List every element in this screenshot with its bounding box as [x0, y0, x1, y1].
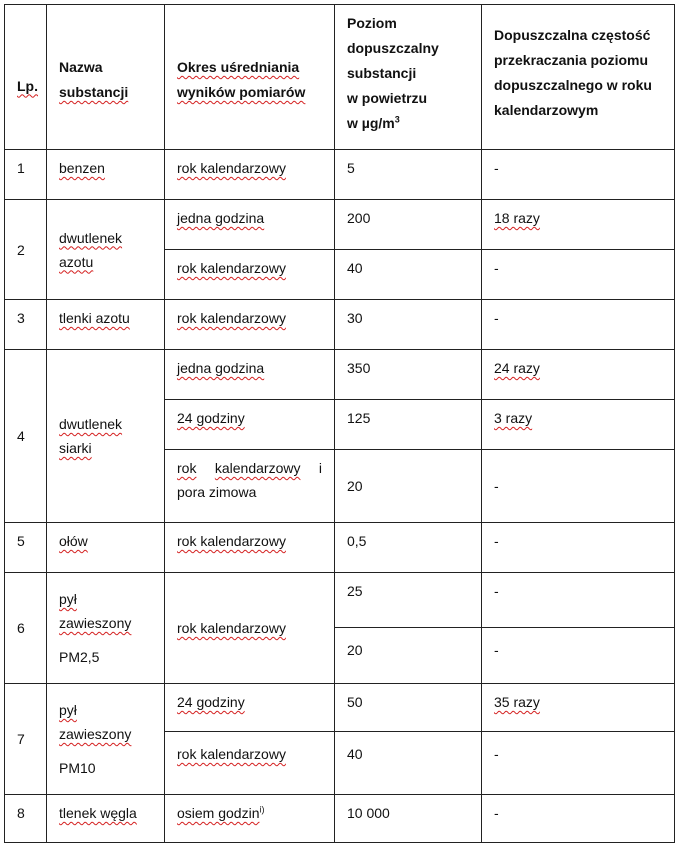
header-lp: Lp.	[5, 5, 47, 150]
cell-level: 125	[335, 400, 482, 450]
cell-lp: 8	[5, 795, 47, 843]
cell-freq: 18 razy	[482, 200, 675, 250]
cell-period: rok kalendarzowy	[165, 250, 335, 300]
cell-freq: -	[482, 450, 675, 523]
cell-period: osiem godzin$^{i)}$	[165, 795, 335, 843]
cell-lp: 4	[5, 350, 47, 523]
cell-level: 5	[335, 150, 482, 200]
cell-freq: -	[482, 523, 675, 573]
cell-lp: 1	[5, 150, 47, 200]
table-row	[5, 684, 675, 732]
cell-level: 200	[335, 200, 482, 250]
cell-freq: -	[482, 250, 675, 300]
pollutant-limits-table	[4, 4, 675, 843]
cell-lp: 2	[5, 200, 47, 300]
header-row	[5, 5, 675, 150]
cell-level: 0,5	[335, 523, 482, 573]
cell-period: rok kalendarzowy	[165, 523, 335, 573]
cell-freq: 35 razy	[482, 684, 675, 732]
table-row	[5, 300, 675, 350]
cell-name: dwutlenek siarki	[47, 350, 165, 523]
cell-lp: 7	[5, 684, 47, 795]
cell-period: rok kalendarzowy	[165, 573, 335, 684]
cell-period: jedna godzina	[165, 350, 335, 400]
header-czestosc: Dopuszczalna częstość przekraczania poziomu dopuszczalnego w roku kalendarzowym	[482, 5, 675, 150]
header-okres: Okres uśredniania wyników pomiarów	[165, 5, 335, 150]
cell-level: 40	[335, 250, 482, 300]
cell-freq: -	[482, 300, 675, 350]
cell-level: 40	[335, 732, 482, 795]
header-poziom: Poziom dopuszczalny substancji w powietrzu w $\mu g/m^3$	[335, 5, 482, 150]
cell-freq: -	[482, 150, 675, 200]
cell-level: 50	[335, 684, 482, 732]
cell-level: 20	[335, 450, 482, 523]
cell-level: 350	[335, 350, 482, 400]
cell-name: tlenek węgla	[47, 795, 165, 843]
cell-level: 10 000	[335, 795, 482, 843]
cell-name: dwutlenek azotu	[47, 200, 165, 300]
cell-period: 24 godziny	[165, 684, 335, 732]
table-row	[5, 150, 675, 200]
cell-freq: -	[482, 573, 675, 628]
cell-lp: 3	[5, 300, 47, 350]
cell-freq: -	[482, 795, 675, 843]
cell-lp: 6	[5, 573, 47, 684]
cell-level: 20	[335, 628, 482, 684]
cell-period: 24 godziny	[165, 400, 335, 450]
table-row	[5, 350, 675, 400]
header-nazwa: Nazwa substancji	[47, 5, 165, 150]
cell-lp: 5	[5, 523, 47, 573]
table-row	[5, 795, 675, 843]
cell-period: jedna godzina	[165, 200, 335, 250]
cell-freq: 24 razy	[482, 350, 675, 400]
period-line-1: rok kalendarzowy i	[177, 460, 322, 476]
cell-freq: -	[482, 732, 675, 795]
table-row	[5, 523, 675, 573]
table-row	[5, 200, 675, 250]
table-row	[5, 573, 675, 628]
cell-level: 25	[335, 573, 482, 628]
cell-name: pył zawieszony PM10	[47, 684, 165, 795]
cell-period: rok kalendarzowy i pora zimowa	[165, 450, 335, 523]
cell-level: 30	[335, 300, 482, 350]
cell-name: pył zawieszony PM2,5	[47, 573, 165, 684]
cell-period: rok kalendarzowy	[165, 732, 335, 795]
cell-period: rok kalendarzowy	[165, 150, 335, 200]
cell-name: ołów	[47, 523, 165, 573]
cell-name: tlenki azotu	[47, 300, 165, 350]
cell-name: benzen	[47, 150, 165, 200]
cell-period: rok kalendarzowy	[165, 300, 335, 350]
cell-freq: 3 razy	[482, 400, 675, 450]
cell-freq: -	[482, 628, 675, 684]
